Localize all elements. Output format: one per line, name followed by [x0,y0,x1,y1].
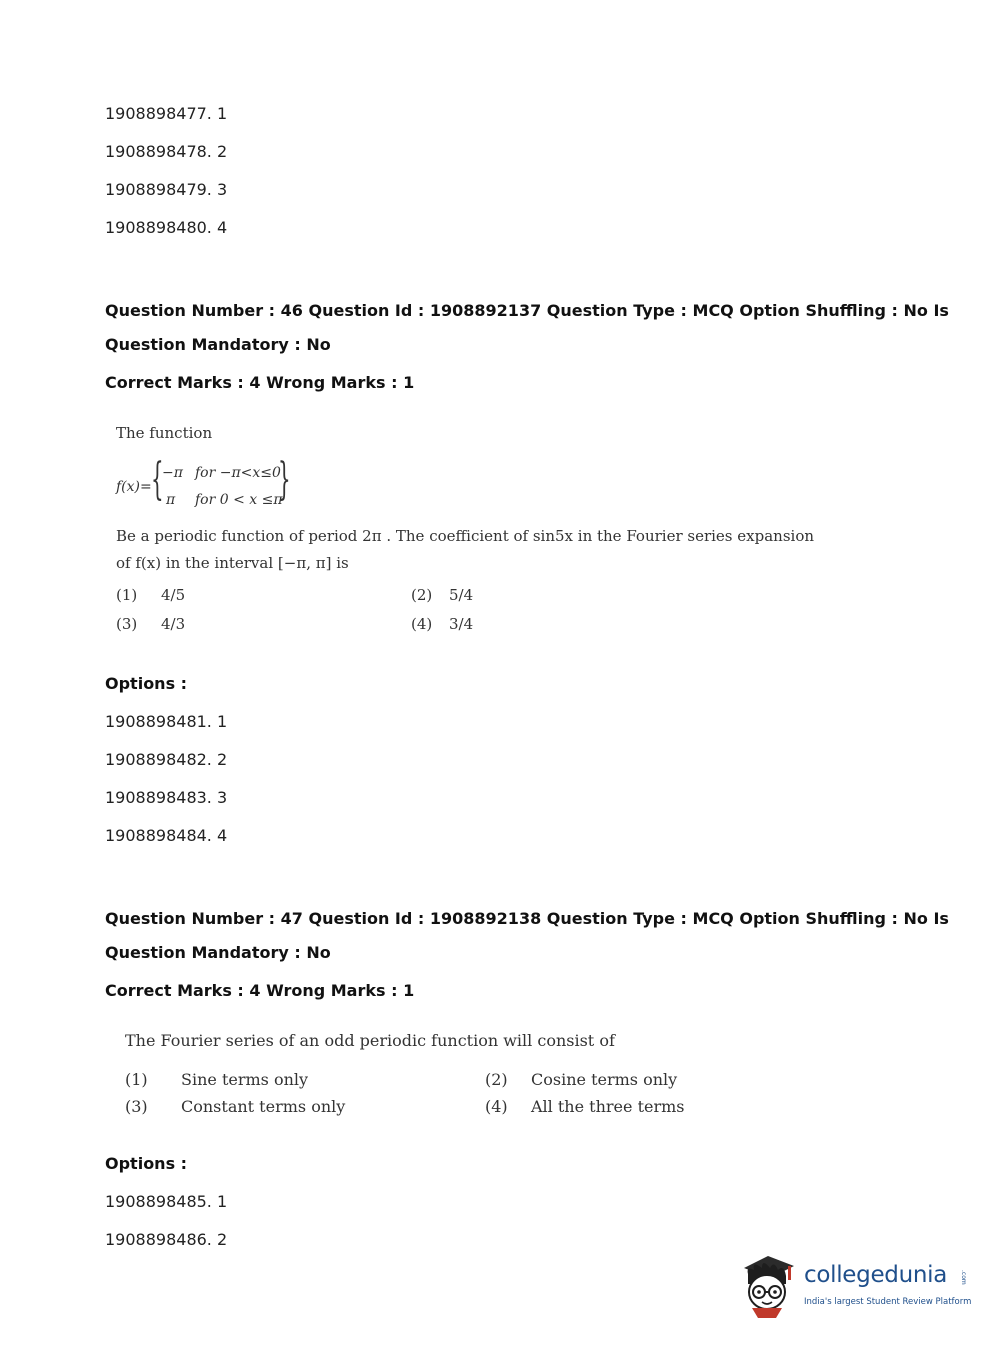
q46-choice-text: 4/5 [161,586,186,604]
mascot-icon [738,1248,802,1318]
q47-choice-text: Cosine terms only [531,1070,678,1089]
logo-domain-suffix: .com [960,1270,967,1285]
option-line: 1908898477. 1 [105,104,228,123]
option-line: 1908898486. 2 [105,1230,228,1249]
option-line: 1908898482. 2 [105,750,228,769]
q46-intro: The function [116,424,213,442]
q46-marks: Correct Marks : 4 Wrong Marks : 1 [105,373,415,392]
q47-options-label: Options : [105,1154,188,1173]
q46-case2-value: π [166,492,176,508]
q46-case1-condition: for −π<x≤0 [195,465,281,481]
q46-choice-num: (4) [411,615,433,633]
q46-mandatory: Question Mandatory : No [105,335,331,354]
left-brace-icon: { [151,454,164,505]
collegedunia-logo [738,1248,978,1320]
q46-choice-text: 3/4 [449,615,474,633]
q47-choice-num: (1) [125,1070,148,1089]
q46-header: Question Number : 46 Question Id : 1908892137 Question Type : MCQ Option Shuffling : No Is [105,301,949,320]
option-line: 1908898484. 4 [105,826,228,845]
q46-choice-num: (3) [116,615,138,633]
q46-choice-num: (2) [411,586,433,604]
q47-choice-num: (3) [125,1097,148,1116]
option-line: 1908898485. 1 [105,1192,228,1211]
q47-choice-text: Sine terms only [181,1070,309,1089]
q47-choice-text: Constant terms only [181,1097,346,1116]
q46-fx: f(x)= [116,479,152,495]
q47-stem: The Fourier series of an odd periodic function will consist of [125,1031,615,1050]
logo-tagline: India's largest Student Review Platform [804,1297,972,1307]
q47-choice-num: (2) [485,1070,508,1089]
option-line: 1908898478. 2 [105,142,228,161]
q46-body-line2: of f(x) in the interval [−π, π] is [116,554,349,572]
q47-mandatory: Question Mandatory : No [105,943,331,962]
option-line: 1908898480. 4 [105,218,228,237]
q46-body-line1: Be a periodic function of period 2π . The coefficient of sin5x in the Fourier series expansion [116,527,815,545]
option-line: 1908898483. 3 [105,788,228,807]
q47-choice-text: All the three terms [531,1097,685,1116]
q47-marks: Correct Marks : 4 Wrong Marks : 1 [105,981,415,1000]
q46-case2-condition: for 0 < x ≤π [195,492,283,508]
right-brace-icon: } [278,454,291,505]
q47-choice-num: (4) [485,1097,508,1116]
q46-choice-text: 5/4 [449,586,474,604]
q46-case1-value: −π [162,465,183,481]
option-line: 1908898479. 3 [105,180,228,199]
q46-options-label: Options : [105,674,188,693]
option-line: 1908898481. 1 [105,712,228,731]
q46-choice-text: 4/3 [161,615,186,633]
q46-choice-num: (1) [116,586,138,604]
logo-wordmark: collegedunia [804,1262,948,1288]
q47-header: Question Number : 47 Question Id : 1908892138 Question Type : MCQ Option Shuffling : No Is [105,909,949,928]
